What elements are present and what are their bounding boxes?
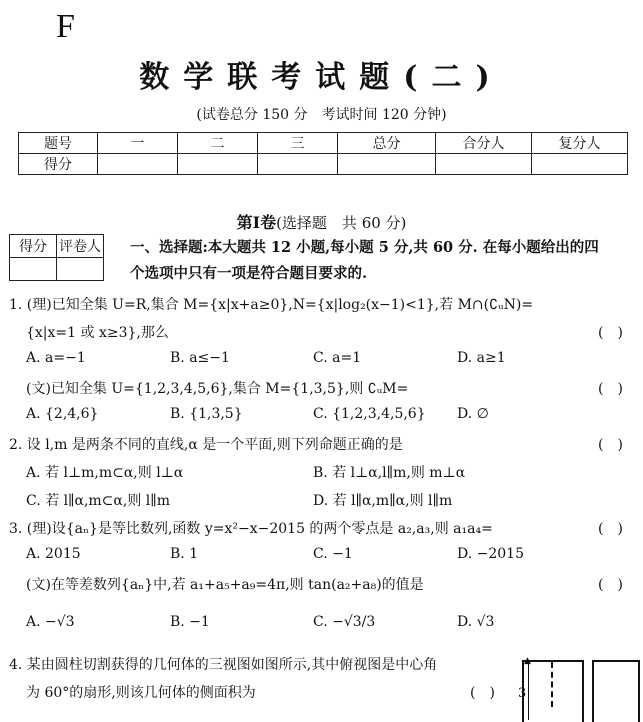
question-4-stem-cont: 为 60°的扇形,则该几何体的侧面积为	[26, 685, 256, 701]
score-input-cell[interactable]	[98, 154, 178, 175]
page-title: 数学联考试题(二)	[139, 60, 504, 95]
answer-bracket[interactable]: ( )	[598, 381, 623, 397]
hidden-edge-line	[551, 662, 553, 707]
exam-info: (试卷总分 150 分 考试时间 120 分钟)	[196, 107, 447, 123]
section-instruction-1: 一、选择题:本大题共 12 小题,每小题 5 分,共 60 分. 在每小题给出的四	[130, 239, 599, 256]
score-header-cell: 一	[98, 133, 178, 154]
question-2-stem: 2. 设 l,m 是两条不同的直线,α 是一个平面,则下列命题正确的是	[9, 437, 403, 453]
option-b[interactable]: B. 1	[170, 546, 199, 562]
grader-score-cell[interactable]	[10, 258, 57, 281]
question-1-stem: 1. (理)已知全集 U=R,集合 M={x|x+a≥0},N={x|log₂(x−1)<1},若 M∩(∁ᵤN)=	[9, 297, 534, 313]
grader-reviewer-label: 评卷人	[57, 235, 104, 258]
score-input-cell[interactable]	[178, 154, 258, 175]
option-b[interactable]: B. 若 l⊥α,l∥m,则 m⊥α	[313, 465, 466, 481]
corner-letter: F	[56, 8, 75, 45]
score-header-cell: 合分人	[436, 133, 532, 154]
score-table	[18, 132, 628, 175]
score-row-label: 得分	[19, 154, 98, 175]
option-a[interactable]: A. {2,4,6}	[26, 406, 99, 422]
part-name: 第Ⅰ卷	[236, 213, 277, 232]
grader-score-label: 得分	[10, 235, 57, 258]
question-1-stem-cont: {x|x=1 或 x≥3},那么	[26, 325, 169, 341]
dimension-line	[528, 660, 529, 720]
part-title	[0, 210, 643, 233]
option-b[interactable]: B. {1,3,5}	[170, 406, 243, 422]
score-table-score-row	[19, 154, 628, 175]
option-a[interactable]: A. a=−1	[26, 350, 86, 366]
option-d[interactable]: D. 若 l∥α,m∥α,则 l∥m	[313, 493, 453, 509]
score-input-cell[interactable]	[532, 154, 628, 175]
question-3-stem: 3. (理)设{aₙ}是等比数列,函数 y=x²−x−2015 的两个零点是 a₂,a₃,则 a₁a₄=	[9, 521, 493, 537]
option-c[interactable]: C. a=1	[313, 350, 362, 366]
score-table-header-row	[19, 133, 628, 154]
option-a[interactable]: A. 若 l⊥m,m⊂α,则 l⊥α	[26, 465, 184, 481]
score-input-cell[interactable]	[258, 154, 338, 175]
score-input-cell[interactable]	[436, 154, 532, 175]
answer-bracket[interactable]: ( )	[598, 521, 623, 537]
option-c[interactable]: C. −1	[313, 546, 353, 562]
side-view-figure	[592, 660, 640, 722]
option-b[interactable]: B. −1	[170, 614, 210, 630]
arrow-up-icon: ▲	[524, 656, 531, 666]
section-instruction-2: 个选项中只有一项是符合题目要求的.	[130, 265, 368, 282]
option-d[interactable]: D. ∅	[457, 406, 489, 422]
option-a[interactable]: A. −√3	[26, 614, 75, 630]
option-b[interactable]: B. a≤−1	[170, 350, 230, 366]
score-input-cell[interactable]	[338, 154, 436, 175]
score-header-cell: 总分	[338, 133, 436, 154]
question-1w-stem: (文)已知全集 U={1,2,3,4,5,6},集合 M={1,3,5},则 ∁ᵤM=	[26, 381, 409, 397]
option-c[interactable]: C. 若 l∥α,m⊂α,则 l∥m	[26, 493, 170, 509]
option-d[interactable]: D. √3	[457, 614, 495, 630]
option-c[interactable]: C. −√3/3	[313, 614, 376, 630]
option-c[interactable]: C. {1,2,3,4,5,6}	[313, 406, 426, 422]
score-header-cell: 复分人	[532, 133, 628, 154]
part-note: (选择题 共 60 分)	[276, 214, 407, 232]
option-d[interactable]: D. −2015	[457, 546, 524, 562]
score-header-cell: 三	[258, 133, 338, 154]
answer-bracket[interactable]: ( )	[598, 577, 623, 593]
option-a[interactable]: A. 2015	[26, 546, 81, 562]
question-3w-stem: (文)在等差数列{aₙ}中,若 a₁+a₅+a₉=4π,则 tan(a₂+a₈)的值是	[26, 577, 424, 593]
front-view-figure	[522, 660, 584, 722]
grader-table	[9, 234, 104, 281]
answer-bracket[interactable]: ( )	[598, 437, 623, 453]
answer-bracket[interactable]: ( )	[470, 685, 495, 701]
dimension-label: 3	[518, 686, 527, 701]
question-4-stem: 4. 某由圆柱切割获得的几何体的三视图如图所示,其中俯视图是中心角	[9, 657, 438, 673]
grader-reviewer-cell[interactable]	[57, 258, 104, 281]
score-header-cell: 题号	[19, 133, 98, 154]
option-d[interactable]: D. a≥1	[457, 350, 506, 366]
score-header-cell: 二	[178, 133, 258, 154]
answer-bracket[interactable]: ( )	[598, 325, 623, 341]
